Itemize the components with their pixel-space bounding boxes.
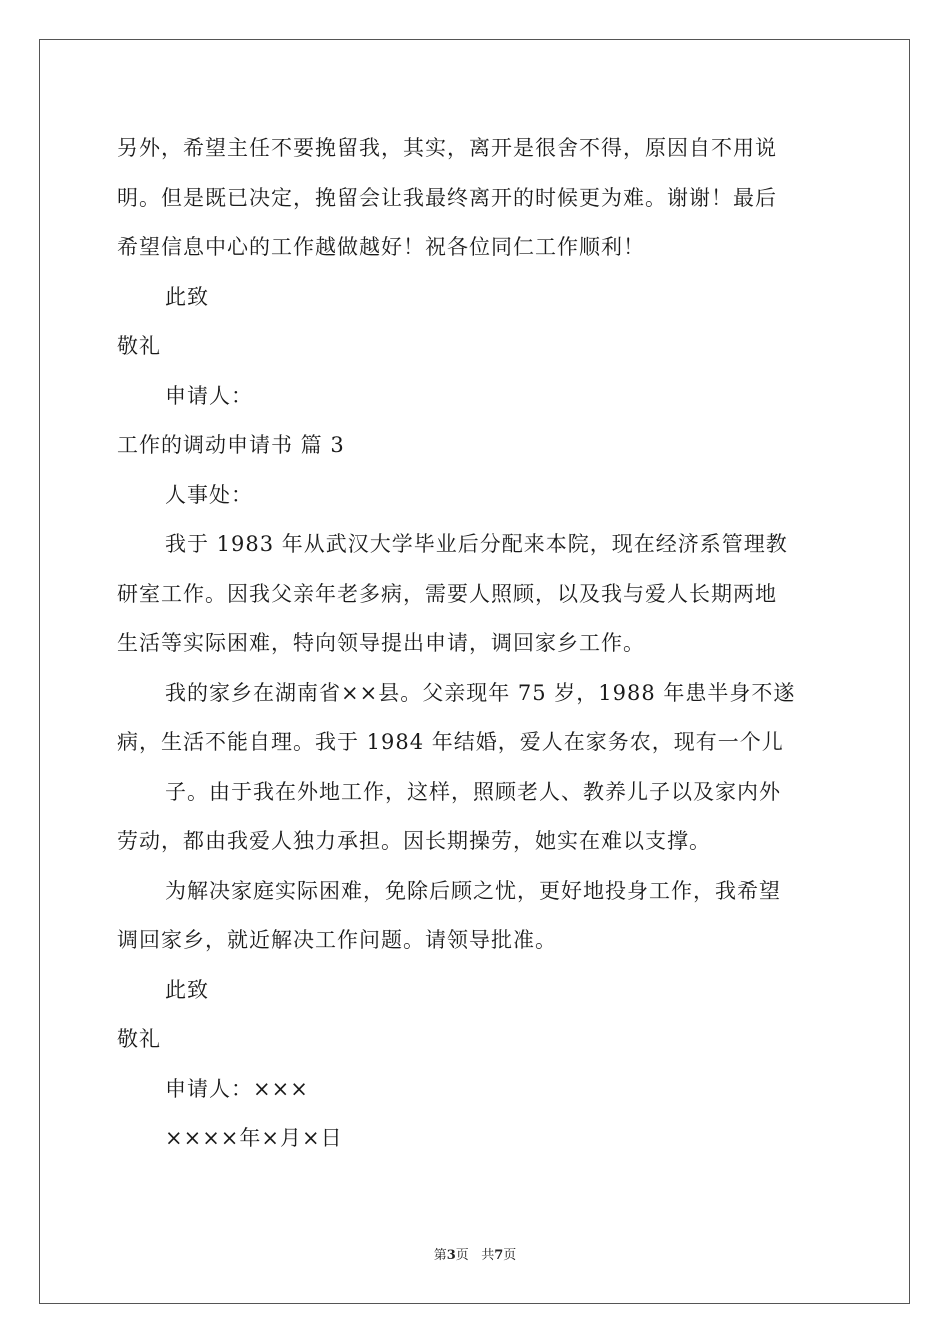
text-line: ××××年×月×日 — [165, 1126, 343, 1150]
text-line: 此致 — [165, 977, 209, 1002]
text-line: 生活等实际困难，特向领导提出申请，调回家乡工作。 — [117, 631, 645, 655]
text-line: 我的家乡在湖南省××县。父亲现年 75 岁，1988 年患半身不遂 — [165, 680, 796, 705]
text-line: 人事处： — [165, 482, 253, 507]
document-body — [117, 124, 833, 1164]
text-line: 另外，希望主任不要挽留我，其实，离开是很舍不得，原因自不用说 — [117, 136, 777, 160]
text-line: 申请人： — [165, 383, 253, 408]
text-line: 希望信息中心的工作越做越好！祝各位同仁工作顺利！ — [117, 235, 645, 259]
text-line: 明。但是既已决定，挽留会让我最终离开的时候更为难。谢谢！最后 — [117, 185, 777, 210]
page-suffix: 页 — [455, 1248, 469, 1263]
total-pages: 7 — [494, 1248, 504, 1263]
page-number: 3 — [446, 1248, 456, 1263]
text-line: 研室工作。因我父亲年老多病，需要人照顾，以及我与爱人长期两地 — [117, 581, 777, 606]
page-footer — [0, 1246, 950, 1266]
text-line: 子。由于我在外地工作，这样，照顾老人、教养儿子以及家内外 — [165, 779, 781, 804]
text-line: 劳动，都由我爱人独力承担。因长期操劳，她实在难以支撑。 — [117, 829, 711, 853]
text-line: 我于 1983 年从武汉大学毕业后分配来本院，现在经济系管理教 — [165, 532, 788, 556]
text-line: 敬礼 — [117, 1027, 161, 1051]
text-line: 此致 — [165, 284, 209, 309]
total-prefix: 共 — [481, 1248, 495, 1263]
text-line: 调回家乡，就近解决工作问题。请领导批准。 — [117, 928, 557, 952]
text-line: 敬礼 — [117, 334, 161, 358]
text-line: 申请人：××× — [165, 1076, 309, 1101]
text-line: 为解决家庭实际困难，免除后顾之忧，更好地投身工作，我希望 — [165, 878, 781, 903]
text-line: 工作的调动申请书 篇 3 — [117, 433, 345, 457]
page-prefix: 第 — [433, 1248, 447, 1263]
text-line: 病，生活不能自理。我于 1984 年结婚，爱人在家务农，现有一个儿 — [117, 730, 784, 754]
total-suffix: 页 — [503, 1248, 517, 1263]
